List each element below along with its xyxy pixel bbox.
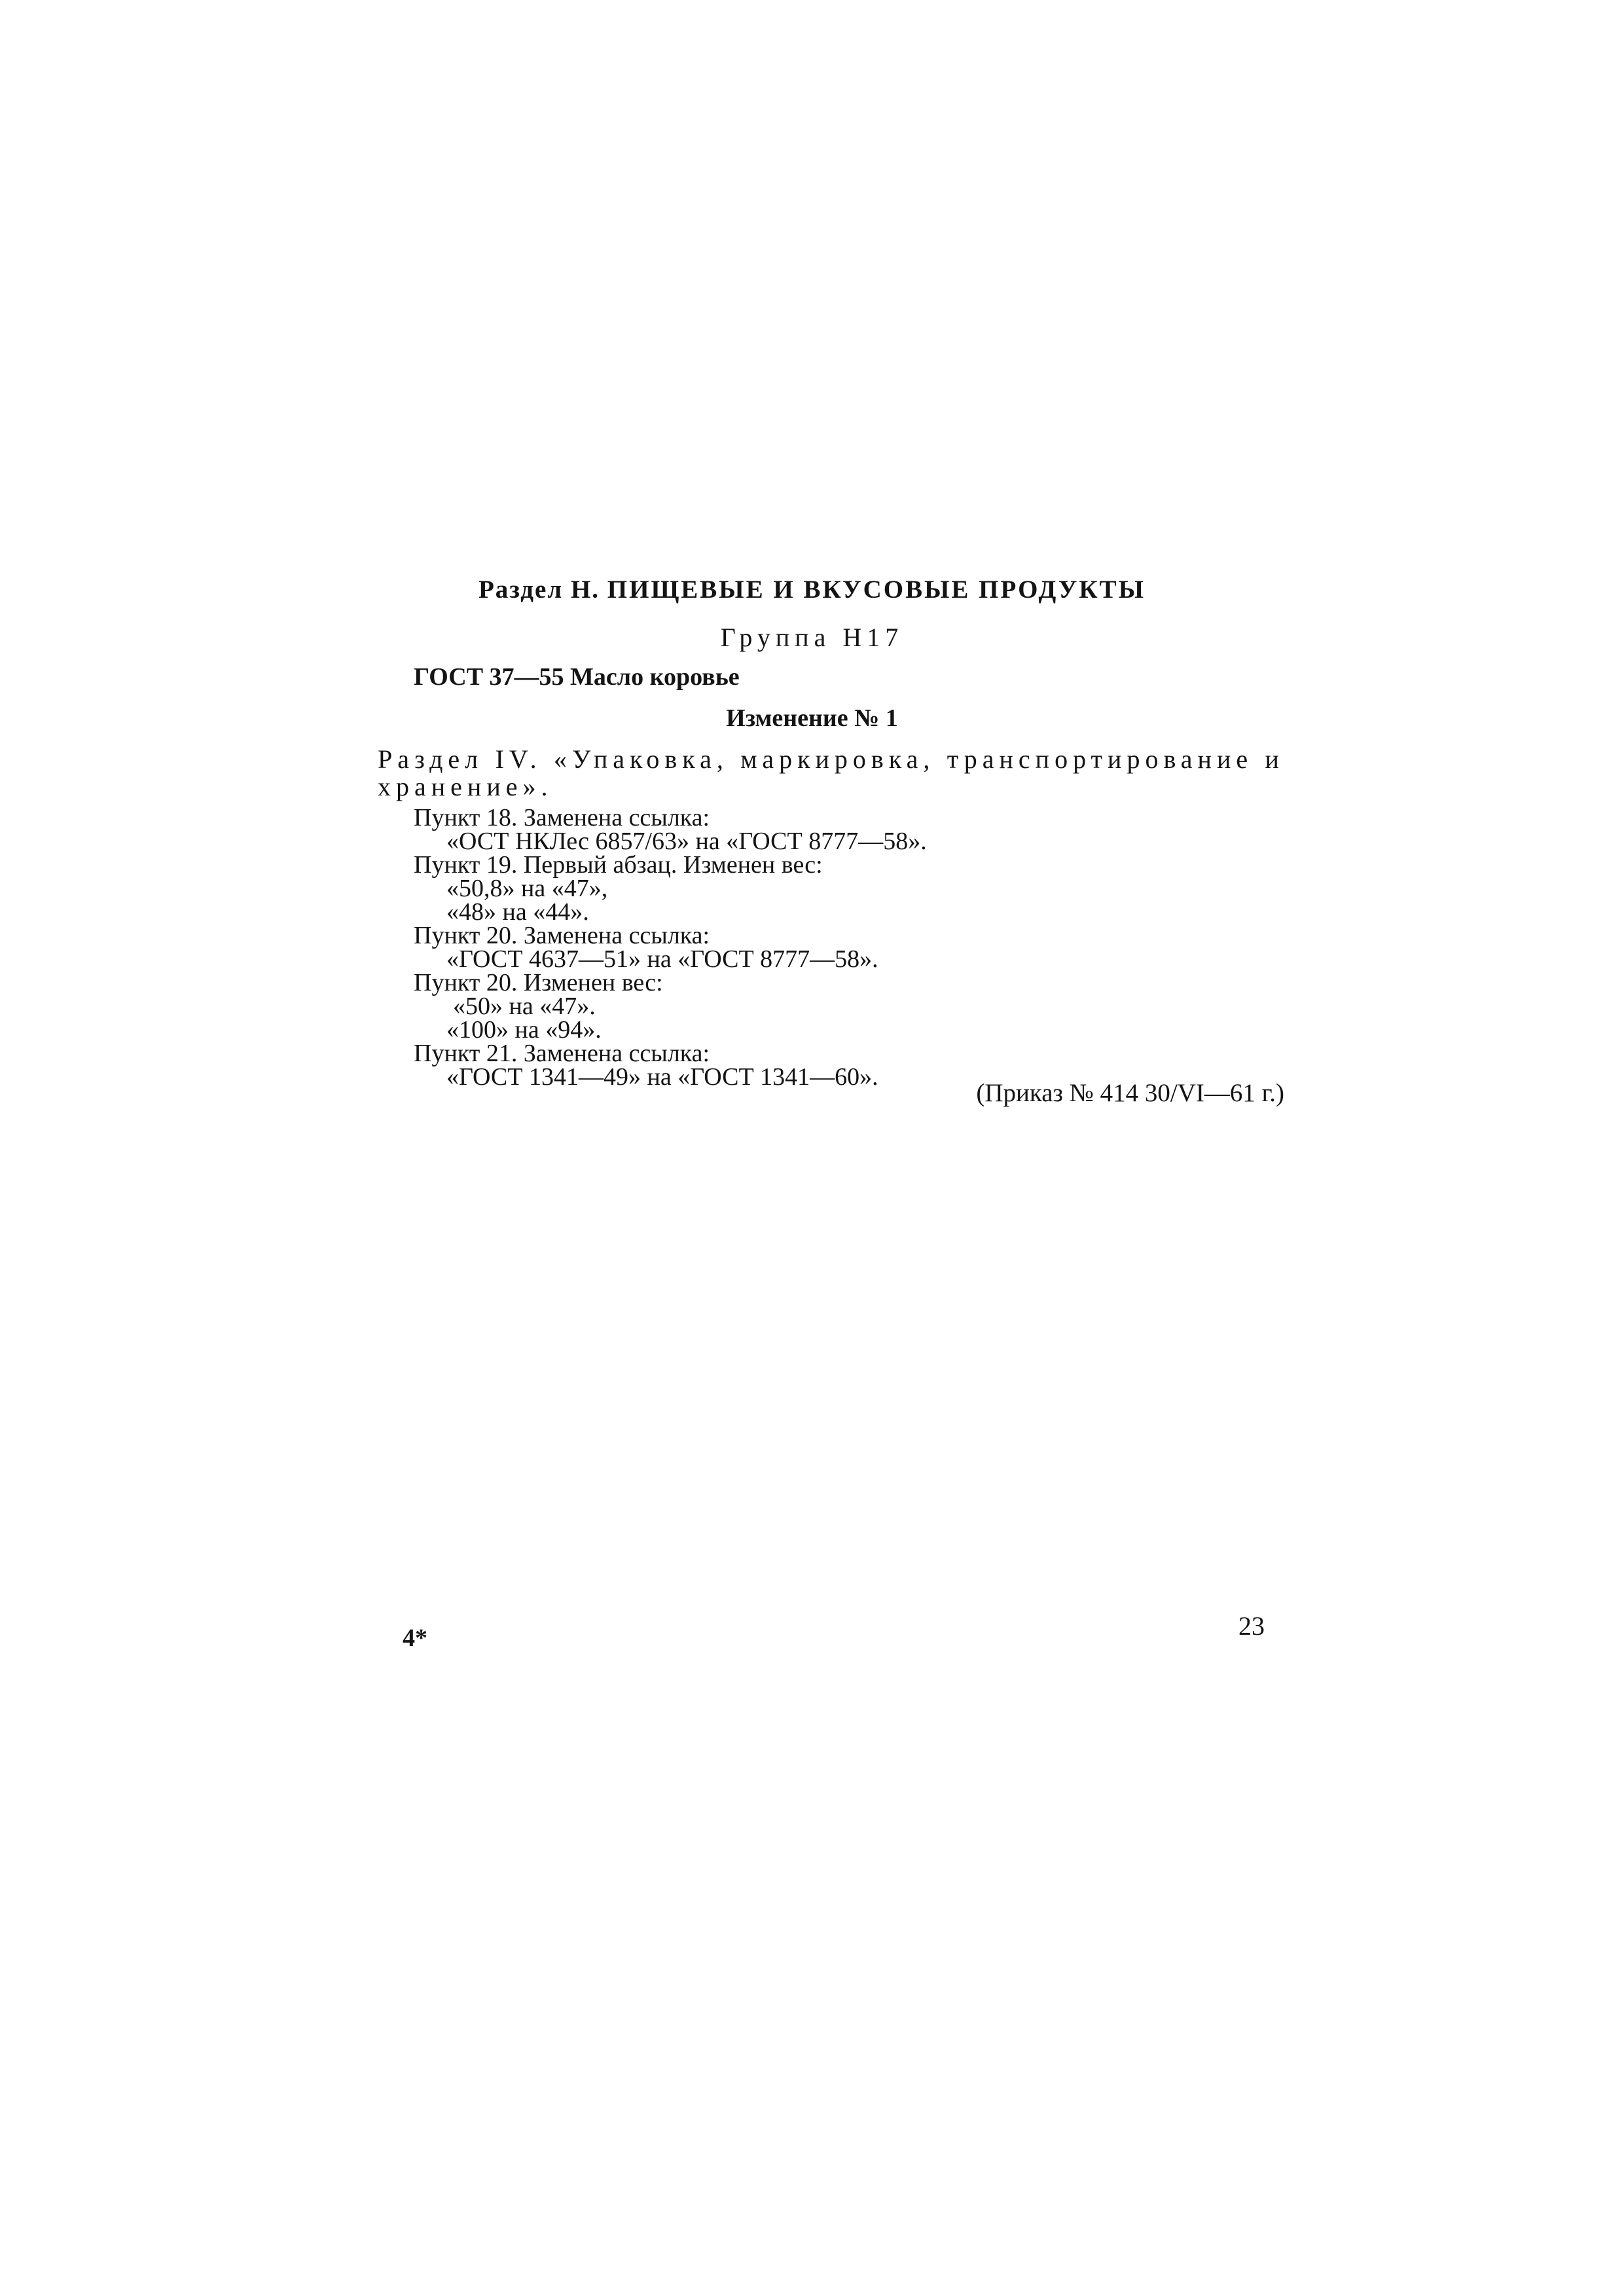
amendment-item: «100» на «94».: [446, 1016, 602, 1044]
order-reference: (Приказ № 414 30/VI—61 г.): [976, 1079, 1284, 1107]
amendment-item: «50» на «47».: [453, 993, 596, 1020]
amendment-item: Пункт 20. Изменен вес:: [414, 969, 663, 996]
section-heading: [0, 575, 1624, 604]
section-reference-word: IV.: [495, 744, 542, 774]
section-heading-prefix: Раздел Н.: [478, 575, 600, 604]
amendment-item: Пункт 18. Заменена ссылка:: [414, 804, 710, 831]
amendment-item: «48» на «44».: [446, 898, 589, 926]
page-number: 23: [1238, 1611, 1265, 1641]
amendment-item: «ГОСТ 1341—49» на «ГОСТ 1341—60».: [446, 1063, 878, 1091]
section-reference-word: Раздел: [378, 744, 484, 774]
amendment-item: «ОСТ НКЛес 6857/63» на «ГОСТ 8777—58».: [446, 828, 927, 855]
amendment-item: «ГОСТ 4637—51» на «ГОСТ 8777—58».: [446, 945, 878, 973]
section-reference-line-2: хранение».: [378, 772, 553, 801]
footer-signature: 4*: [403, 1624, 427, 1652]
standard-title: ГОСТ 37—55 Масло коровье: [414, 663, 740, 691]
section-reference-word: и: [1265, 744, 1284, 774]
change-title: Изменение № 1: [726, 704, 898, 732]
section-reference-word: транспортирование: [947, 744, 1254, 774]
amendment-item: Пункт 21. Заменена ссылка:: [414, 1040, 710, 1067]
section-reference-word: «Упаковка,: [554, 744, 729, 774]
section-heading-title: ПИЩЕВЫЕ И ВКУСОВЫЕ ПРОДУКТЫ: [607, 575, 1146, 604]
group-label: Группа Н17: [720, 623, 904, 652]
section-reference-word: маркировка,: [740, 744, 935, 774]
amendment-item: Пункт 20. Заменена ссылка:: [414, 922, 710, 949]
section-reference-line-1: [378, 744, 1284, 774]
amendment-item: «50,8» на «47»,: [446, 875, 608, 902]
amendment-item: Пункт 19. Первый абзац. Изменен вес:: [414, 851, 823, 879]
